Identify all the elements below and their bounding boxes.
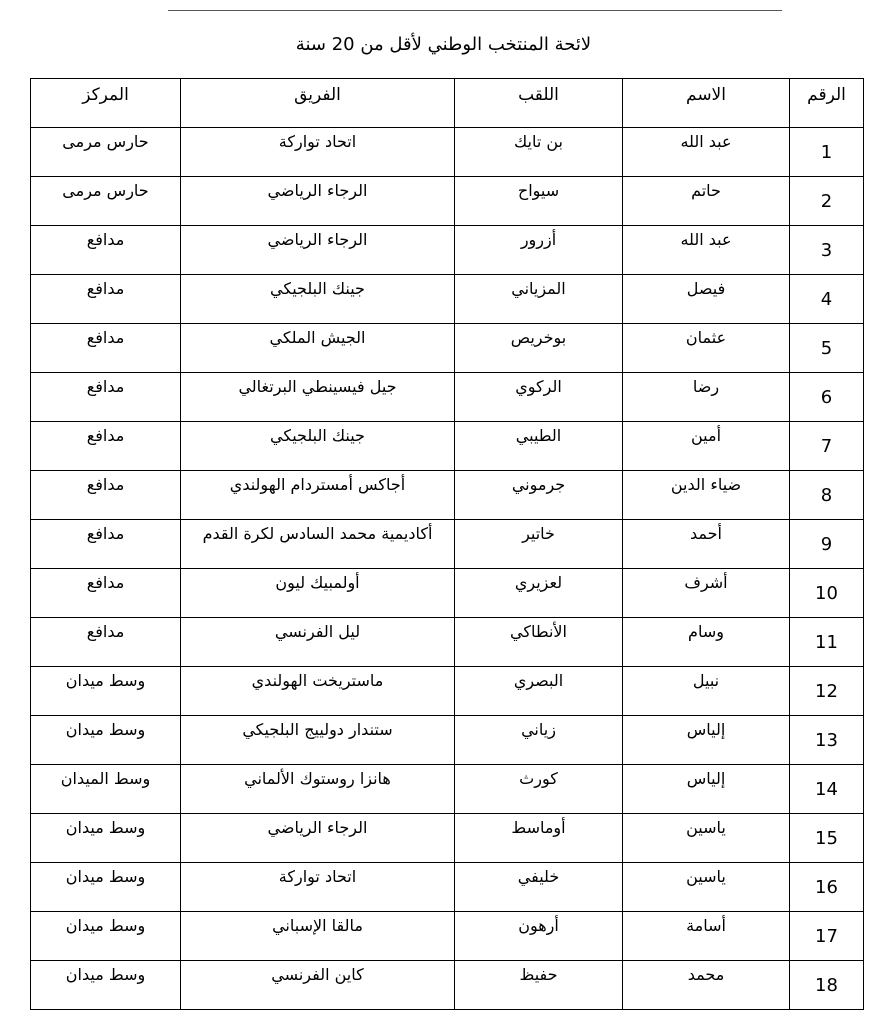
table-header-row [31,79,864,128]
cell-team: الرجاء الرياضي [181,177,455,226]
cell-surname: أرهون [455,912,623,961]
cell-position: مدافع [31,373,181,422]
cell-number: 13 [790,716,864,765]
header-surname: اللقب [455,79,623,128]
cell-position: وسط ميدان [31,912,181,961]
cell-team: كاين الفرنسي [181,961,455,1010]
cell-name: ضياء الدين [623,471,790,520]
table-row [31,667,864,716]
cell-position: مدافع [31,471,181,520]
cell-surname: خليفي [455,863,623,912]
header-team: الفريق [181,79,455,128]
cell-number: 14 [790,765,864,814]
cell-surname: خاتير [455,520,623,569]
cell-surname: البصري [455,667,623,716]
cell-team: جينك البلجيكي [181,275,455,324]
table-row [31,128,864,177]
table-row [31,912,864,961]
table-row [31,422,864,471]
cell-surname: أزرور [455,226,623,275]
cell-surname: جرموني [455,471,623,520]
cell-position: مدافع [31,569,181,618]
cell-team: الجيش الملكي [181,324,455,373]
cell-position: وسط ميدان [31,814,181,863]
cell-position: مدافع [31,275,181,324]
table-row [31,961,864,1010]
table-row [31,814,864,863]
header-position: المركز [31,79,181,128]
cell-position: وسط ميدان [31,667,181,716]
cell-team: اتحاد تواركة [181,863,455,912]
roster-table [30,78,864,1010]
cell-team: مالقا الإسباني [181,912,455,961]
cell-position: وسط ميدان [31,716,181,765]
cell-number: 17 [790,912,864,961]
cell-surname: الركوي [455,373,623,422]
cell-position: وسط ميدان [31,961,181,1010]
cell-team: ستندار دولييج البلجيكي [181,716,455,765]
cell-position: مدافع [31,520,181,569]
cell-name: أمين [623,422,790,471]
cell-surname: الأنطاكي [455,618,623,667]
cell-name: فيصل [623,275,790,324]
cell-name: عبد الله [623,128,790,177]
table-row [31,373,864,422]
header-name: الاسم [623,79,790,128]
cell-surname: أوماسط [455,814,623,863]
cell-surname: حفيظ [455,961,623,1010]
roster-body [31,128,864,1010]
page-title: لائحة المنتخب الوطني لأقل من 20 سنة [295,34,592,55]
cell-number: 11 [790,618,864,667]
cell-number: 18 [790,961,864,1010]
cell-number: 12 [790,667,864,716]
cell-team: أجاكس أمستردام الهولندي [181,471,455,520]
cell-team: هانزا روستوك الألماني [181,765,455,814]
header-rule [168,10,782,11]
cell-position: وسط ميدان [31,863,181,912]
cell-position: حارس مرمى [31,128,181,177]
cell-name: عثمان [623,324,790,373]
header-number: الرقم [790,79,864,128]
cell-surname: بن تايك [455,128,623,177]
cell-team: أكاديمية محمد السادس لكرة القدم [181,520,455,569]
cell-number: 15 [790,814,864,863]
cell-name: رضا [623,373,790,422]
cell-name: محمد [623,961,790,1010]
cell-surname: بوخريص [455,324,623,373]
cell-team: ماستريخت الهولندي [181,667,455,716]
cell-name: نبيل [623,667,790,716]
cell-team: ليل الفرنسي [181,618,455,667]
cell-position: وسط الميدان [31,765,181,814]
cell-name: ياسين [623,863,790,912]
cell-team: الرجاء الرياضي [181,226,455,275]
cell-surname: الطيبي [455,422,623,471]
table-row [31,569,864,618]
cell-team: الرجاء الرياضي [181,814,455,863]
cell-name: حاتم [623,177,790,226]
cell-team: أولمبيك ليون [181,569,455,618]
cell-surname: المزياني [455,275,623,324]
cell-name: عبد الله [623,226,790,275]
cell-number: 1 [790,128,864,177]
table-row [31,471,864,520]
table-row [31,716,864,765]
cell-surname: سيواح [455,177,623,226]
cell-position: مدافع [31,324,181,373]
cell-number: 2 [790,177,864,226]
cell-name: أشرف [623,569,790,618]
cell-name: وسام [623,618,790,667]
cell-name: إلياس [623,765,790,814]
cell-position: مدافع [31,226,181,275]
table-row [31,324,864,373]
cell-name: إلياس [623,716,790,765]
cell-position: مدافع [31,422,181,471]
table-row [31,177,864,226]
cell-team: اتحاد تواركة [181,128,455,177]
table-row [31,226,864,275]
cell-team: جينك البلجيكي [181,422,455,471]
cell-name: أحمد [623,520,790,569]
table-row [31,618,864,667]
cell-number: 4 [790,275,864,324]
cell-surname: زياني [455,716,623,765]
cell-number: 16 [790,863,864,912]
cell-number: 10 [790,569,864,618]
cell-surname: لعزيري [455,569,623,618]
table-row [31,520,864,569]
cell-number: 9 [790,520,864,569]
cell-number: 5 [790,324,864,373]
cell-position: مدافع [31,618,181,667]
cell-number: 3 [790,226,864,275]
cell-number: 6 [790,373,864,422]
table-row [31,863,864,912]
cell-surname: كورث [455,765,623,814]
cell-number: 8 [790,471,864,520]
cell-name: ياسين [623,814,790,863]
cell-team: جيل فيسينطي البرتغالي [181,373,455,422]
table-row [31,765,864,814]
cell-position: حارس مرمى [31,177,181,226]
cell-name: أسامة [623,912,790,961]
cell-number: 7 [790,422,864,471]
table-row [31,275,864,324]
